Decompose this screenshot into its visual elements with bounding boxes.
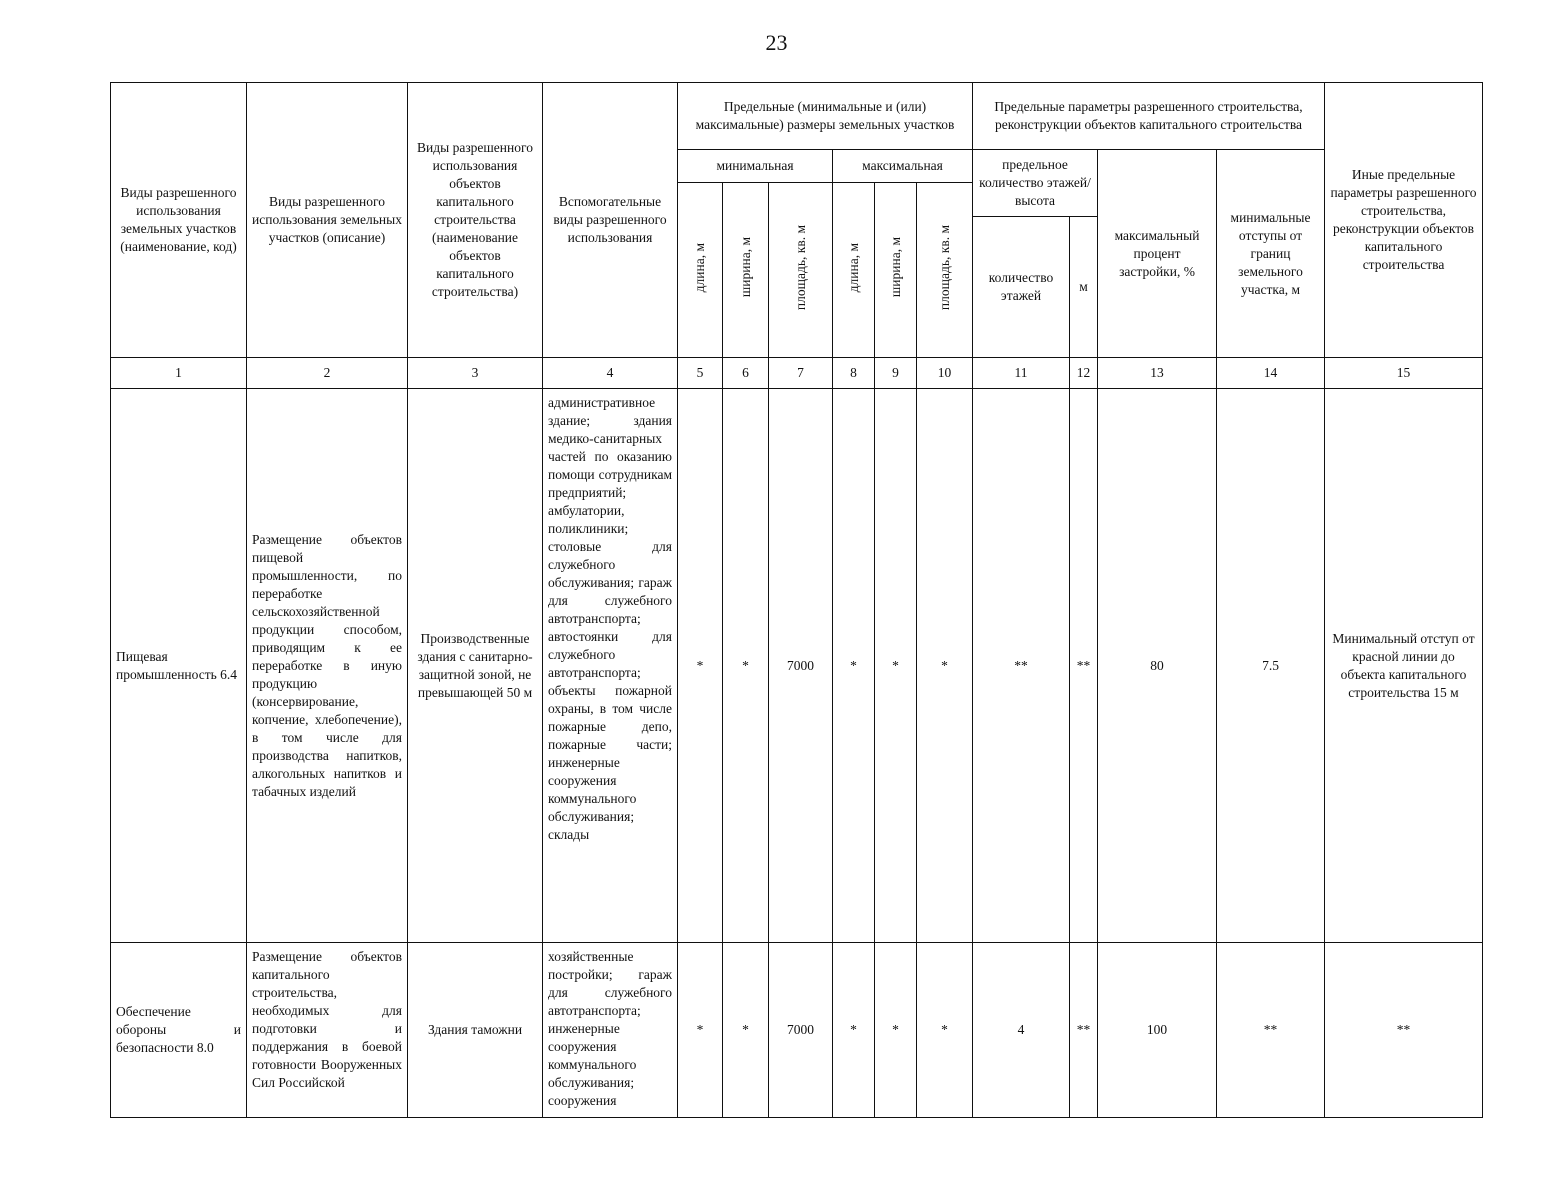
header-max-length-cell — [833, 183, 875, 358]
regulations-table — [110, 82, 1483, 1118]
col-number: 3 — [408, 358, 543, 389]
header-min-length-cell — [678, 183, 723, 358]
header-min-area-cell — [769, 183, 833, 358]
min-setbacks: 7.5 — [1217, 389, 1325, 943]
col-number: 13 — [1098, 358, 1217, 389]
header-max-length: длина, м — [845, 242, 861, 293]
header-max-width-cell — [875, 183, 917, 358]
header-max-build-percent: максимальный процент застройки, % — [1098, 150, 1217, 358]
col-number: 15 — [1325, 358, 1483, 389]
floor-count: 4 — [973, 943, 1070, 1118]
header-land-use-code: Виды разрешенного использования земельных участков (наименование, код) — [111, 83, 247, 358]
header-build-params-group: Предельные параметры разрешенного строительства, реконструкции объектов капитального строительства — [973, 83, 1325, 150]
land-use-code: Обеспечение обороны и безопасности 8.0 — [111, 943, 247, 1118]
auxiliary-use: административное здание; здания медико-санитарных частей по оказанию помощи сотрудникам предприятий; амбулатории, поликлиники; столовые для служебного обслуживания; гараж для служебного автотранспорта; автостоянки для служебного автотранспорта; объекты пожарной охраны, в том числе пожарные депо, пожарные части; инженерные сооружения коммунального обслуживания; склады — [543, 389, 678, 943]
header-min-width-cell — [723, 183, 769, 358]
min-length: * — [678, 943, 723, 1118]
max-length: * — [833, 389, 875, 943]
header-floors-height-group: предельное количество этажей/высота — [973, 150, 1098, 217]
header-floor-count: количество этажей — [973, 217, 1070, 358]
table-row — [111, 389, 1483, 943]
max-build-percent: 100 — [1098, 943, 1217, 1118]
other-params: Минимальный отступ от красной линии до объекта капитального строительства 15 м — [1325, 389, 1483, 943]
min-area: 7000 — [769, 943, 833, 1118]
col-number: 14 — [1217, 358, 1325, 389]
max-build-percent: 80 — [1098, 389, 1217, 943]
building-use: Здания таможни — [408, 943, 543, 1118]
header-other-params: Иные предельные параметры разрешенного строительства, реконструкции объектов капитального строительства — [1325, 83, 1483, 358]
col-number: 6 — [723, 358, 769, 389]
header-height-meters: м — [1070, 217, 1098, 358]
min-area: 7000 — [769, 389, 833, 943]
col-number: 1 — [111, 358, 247, 389]
table-row — [111, 943, 1483, 1118]
header-building-use: Виды разрешенного использования объектов капитального строительства (наименование объектов капитального строительства) — [408, 83, 543, 358]
header-max-area: площадь, кв. м — [936, 224, 952, 311]
header-maximum: максимальная — [833, 150, 973, 183]
header-min-width: ширина, м — [737, 237, 753, 298]
header-min-setbacks: минимальные отступы от границ земельного участка, м — [1217, 150, 1325, 358]
max-length: * — [833, 943, 875, 1118]
header-auxiliary-use: Вспомогательные виды разрешенного использования — [543, 83, 678, 358]
col-number: 11 — [973, 358, 1070, 389]
other-params: ** — [1325, 943, 1483, 1118]
col-number: 9 — [875, 358, 917, 389]
land-use-description: Размещение объектов пищевой промышленности, по переработке сельскохозяйственной продукции способом, приводящим к ее переработке в иную продукцию (консервирование, копчение, хлебопечение), в том числе для производства напитков, алкогольных напитков и табачных изделий — [247, 389, 408, 943]
max-width: * — [875, 389, 917, 943]
header-min-length: длина, м — [692, 242, 707, 293]
col-number: 2 — [247, 358, 408, 389]
max-width: * — [875, 943, 917, 1118]
max-area: * — [917, 943, 973, 1118]
column-number-row — [111, 358, 1483, 389]
col-number: 12 — [1070, 358, 1098, 389]
header-min-area: площадь, кв. м — [792, 224, 808, 311]
height-meters: ** — [1070, 389, 1098, 943]
land-use-code: Пищевая промышленность 6.4 — [111, 389, 247, 943]
min-width: * — [723, 943, 769, 1118]
height-meters: ** — [1070, 943, 1098, 1118]
max-area: * — [917, 389, 973, 943]
land-use-description: Размещение объектов капитального строительства, необходимых для подготовки и поддержания в боевой готовности Вооруженных Сил Российской — [247, 943, 408, 1118]
min-setbacks: ** — [1217, 943, 1325, 1118]
floor-count: ** — [973, 389, 1070, 943]
col-number: 8 — [833, 358, 875, 389]
col-number: 5 — [678, 358, 723, 389]
min-length: * — [678, 389, 723, 943]
col-number: 4 — [543, 358, 678, 389]
header-land-size-group: Предельные (минимальные и (или) максимальные) размеры земельных участков — [678, 83, 973, 150]
page-number: 23 — [765, 30, 788, 55]
col-number: 10 — [917, 358, 973, 389]
col-number: 7 — [769, 358, 833, 389]
header-max-width: ширина, м — [887, 237, 903, 298]
building-use: Производственные здания с санитарно-защитной зоной, не превышающей 50 м — [408, 389, 543, 943]
header-land-use-description: Виды разрешенного использования земельных участков (описание) — [247, 83, 408, 358]
header-minimum: минимальная — [678, 150, 833, 183]
auxiliary-use: хозяйственные постройки; гараж для служебного автотранспорта; инженерные сооружения коммунального обслуживания; сооружения — [543, 943, 678, 1118]
header-max-area-cell — [917, 183, 973, 358]
min-width: * — [723, 389, 769, 943]
